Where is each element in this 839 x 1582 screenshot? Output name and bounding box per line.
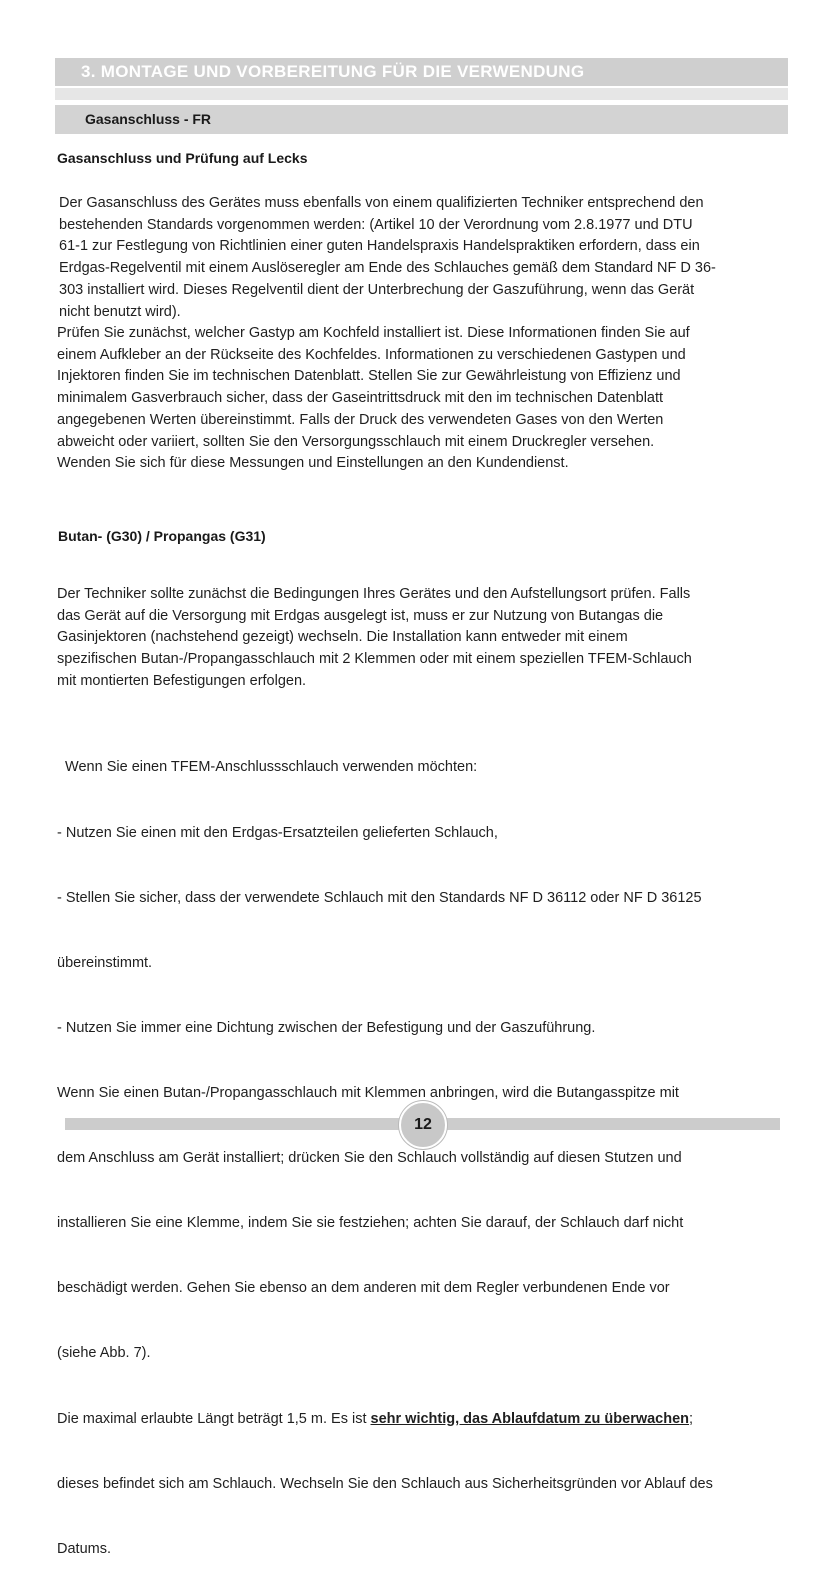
- text-line: Prüfen Sie zunächst, welcher Gastyp am Kochfeld installiert ist. Diese Informationen finden Sie auf: [57, 325, 690, 341]
- text-line: minimalem Gasverbrauch sicher, dass der Gaseintrittsdruck mit den im technischen Datenblatt: [57, 390, 664, 407]
- paragraph-tfem-hose: [57, 714, 713, 1582]
- text-line: Gasinjektoren (nachstehend gezeigt) wechseln. Die Installation kann entweder mit einem: [57, 629, 628, 646]
- list-item: - Stellen Sie sicher, dass der verwendete Schlauch mit den Standards NF D 36112 oder NF D 36125: [57, 889, 702, 906]
- text-line: (siehe Abb. 7).: [57, 1345, 151, 1362]
- text-line: Der Gasanschluss des Gerätes muss ebenfalls von einem qualifizierten Techniker entsprechend den: [59, 195, 704, 211]
- section-title: 3. MONTAGE UND VORBEREITUNG FÜR DIE VERWENDUNG: [81, 62, 585, 81]
- text-line: dem Anschluss am Gerät installiert; drücken Sie den Schlauch vollständig auf diesen Stutzen und: [57, 1150, 682, 1167]
- text-line: mit montierten Befestigungen erfolgen.: [57, 672, 307, 689]
- text-line: Wenn Sie einen Butan-/Propangasschlauch mit Klemmen anbringen, wird die Butangasspitze mit: [57, 1084, 679, 1101]
- paragraph-gas-connection: [59, 193, 716, 323]
- paragraph-gas-type-check: [57, 323, 690, 475]
- section-header-bar: [55, 58, 788, 86]
- footer-bar-right: [438, 1118, 780, 1130]
- subsection-title: Gasanschluss - FR: [85, 111, 212, 127]
- text-line: Wenn Sie einen TFEM-Anschlussschlauch verwenden möchten:: [57, 759, 478, 776]
- warning-prefix: Die maximal erlaubte Längt beträgt 1,5 m. Es ist: [57, 1410, 371, 1427]
- text-line: spezifischen Butan-/Propangasschlauch mit 2 Klemmen oder mit einem speziellen TFEM-Schlauch: [57, 651, 692, 668]
- text-line: angegebenen Werten übereinstimmt. Falls der Druck des verwendeten Gases von den Werten: [57, 411, 664, 428]
- text-line: übereinstimmt.: [57, 954, 153, 971]
- text-line: nicht benutzt wird).: [59, 303, 181, 320]
- text-line: bestehenden Standards vorgenommen werden: (Artikel 10 der Verordnung vom 2.8.1977 und DTU: [59, 216, 693, 233]
- text-line: Datums.: [57, 1540, 111, 1557]
- paragraph-technician-check: [57, 584, 692, 693]
- list-item: - Nutzen Sie immer eine Dichtung zwischen der Befestigung und der Gaszuführung.: [57, 1019, 596, 1036]
- text-line: dieses befindet sich am Schlauch. Wechseln Sie den Schlauch aus Sicherheitsgründen vor Ablauf des: [57, 1475, 713, 1492]
- text-line: das Gerät auf die Versorgung mit Erdgas ausgelegt ist, muss er zur Nutzung von Butangas die: [57, 607, 664, 624]
- text-line: Wenden Sie sich für diese Messungen und Einstellungen an den Kundendienst.: [57, 455, 569, 472]
- text-line: Injektoren finden Sie im technischen Datenblatt. Stellen Sie zur Gewährleistung von Effizienz und: [57, 368, 681, 385]
- footer-bar-left: [65, 1118, 405, 1130]
- text-line: Der Techniker sollte zunächst die Bedingungen Ihres Gerätes und den Aufstellungsort prüfen. Falls: [57, 586, 691, 602]
- expiry-date-warning: sehr wichtig, das Ablaufdatum zu überwachen: [370, 1410, 690, 1427]
- text-line: 61-1 zur Festlegung von Richtlinien einer guten Handelspraxis Handelspraktiken erfordern, dass ein: [59, 238, 700, 255]
- heading-gas-connection: Gasanschluss und Prüfung auf Lecks: [57, 150, 308, 166]
- header-divider-bar: [55, 88, 788, 100]
- page-number-badge: 12: [399, 1101, 447, 1149]
- subsection-header-bar: [55, 105, 788, 134]
- text-line: abweicht oder variiert, sollten Sie den Versorgungsschlauch mit einem Druckregler versehen.: [57, 433, 655, 450]
- warning-suffix: ;: [689, 1410, 694, 1427]
- text-line: 303 installiert wird. Dieses Regelventil dient der Unterbrechung der Gaszuführung, wenn das Gerät: [59, 281, 695, 298]
- list-item: - Nutzen Sie einen mit den Erdgas-Ersatzteilen gelieferten Schlauch,: [57, 824, 498, 841]
- text-line-warning: [57, 1409, 713, 1431]
- text-line: beschädigt werden. Gehen Sie ebenso an dem anderen mit dem Regler verbundenen Ende vor: [57, 1280, 670, 1297]
- text-line: Erdgas-Regelventil mit einem Auslöseregler am Ende des Schlauches gemäß dem Standard NF D 36-: [59, 260, 716, 277]
- heading-butane-propane: Butan- (G30) / Propangas (G31): [58, 528, 266, 544]
- text-line: installieren Sie eine Klemme, indem Sie sie festziehen; achten Sie darauf, der Schlauch darf nicht: [57, 1215, 684, 1232]
- text-line: einem Aufkleber an der Rückseite des Kochfeldes. Informationen zu verschiedenen Gastypen und: [57, 346, 686, 363]
